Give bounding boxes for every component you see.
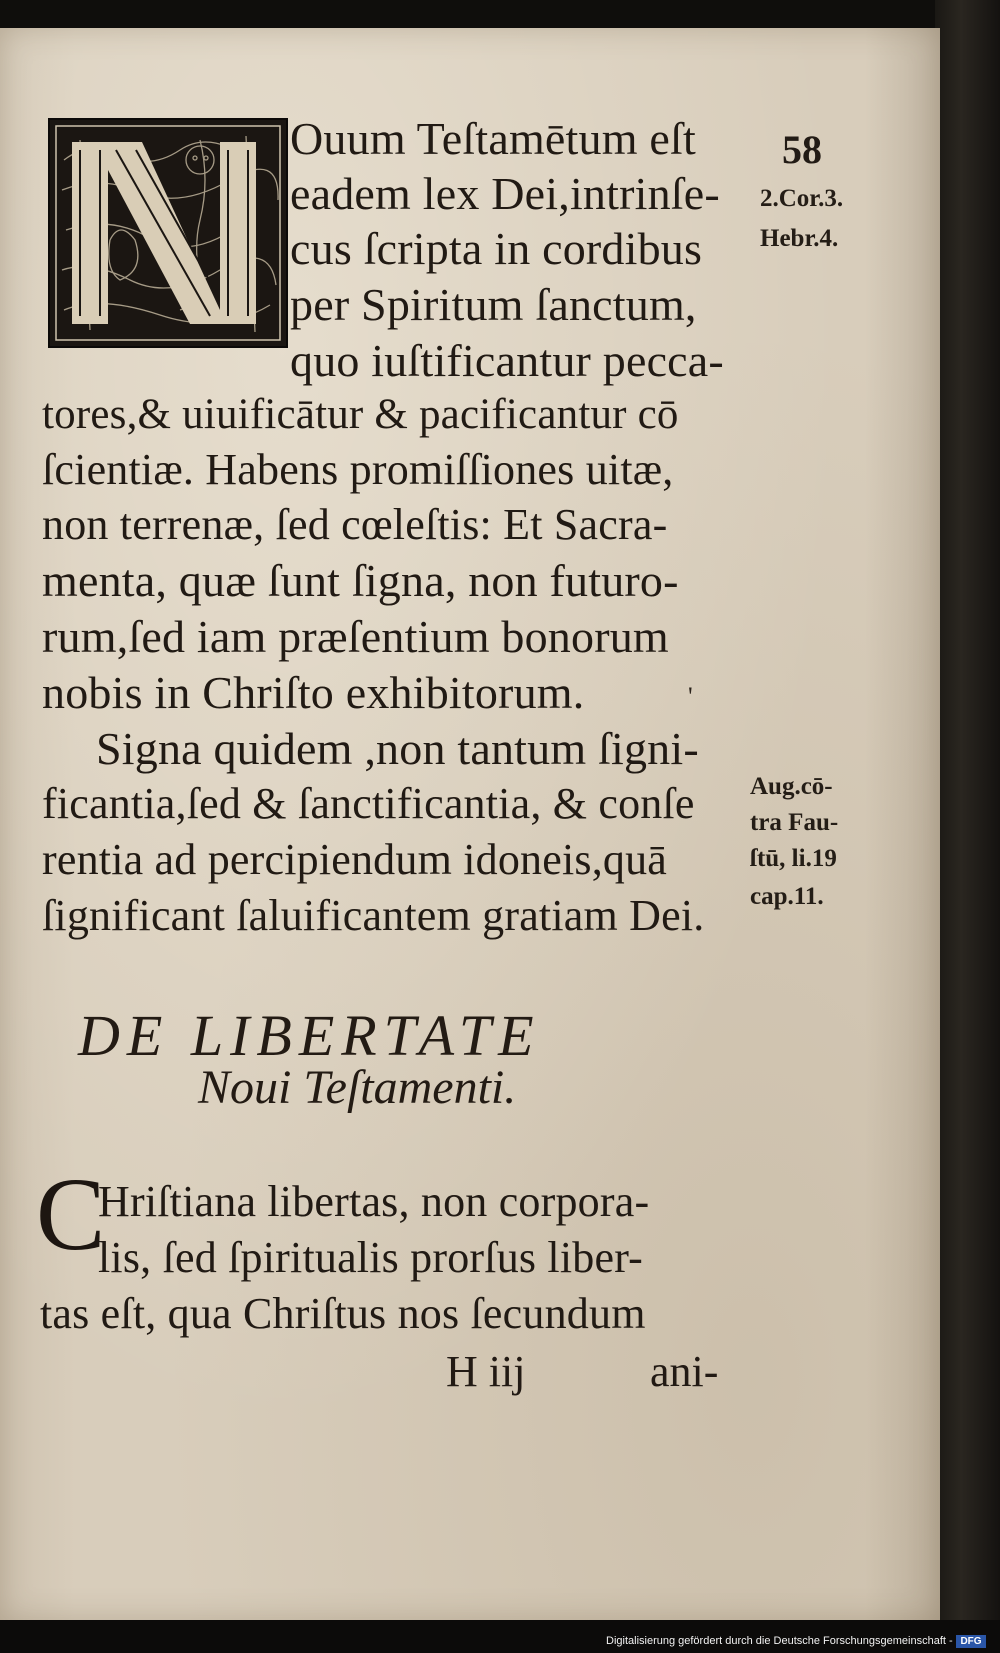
marginal-note: Aug.cō- (750, 773, 833, 800)
stray-mark: ' (688, 682, 693, 711)
text-line: tores,& uiuificātur & pacificantur cō (42, 391, 679, 438)
marginal-note: tra Fau- (750, 809, 839, 836)
section-subheading: Noui Teſtamenti. (198, 1061, 517, 1114)
text-line: Signa quidem ,non tantum ſigni- (96, 723, 699, 774)
text-line: nobis in Chriſto exhibitorum. (42, 667, 585, 718)
book-edge (935, 0, 1000, 1630)
text-line: cus ſcripta in cordibus (290, 223, 703, 274)
text-line: tas eſt, qua Chriſtus nos ſecundum (40, 1289, 646, 1338)
text-line: per Spiritum ſanctum, (290, 279, 697, 330)
digitization-credit: Digitalisierung gefördert durch die Deutsche Forschungsgemeinschaft - (606, 1635, 953, 1647)
section-initial: C (36, 1157, 106, 1272)
signature-mark: H iij (446, 1347, 526, 1396)
text-line: ſignificant ſaluificantem gratiam Dei. (42, 891, 705, 940)
decorated-initial (48, 118, 288, 348)
text-line: ſcientiæ. Habens promiſſiones uitæ, (42, 445, 674, 494)
marginal-note: 2.Cor.3. (760, 185, 844, 212)
folio-number: 58 (782, 127, 822, 172)
text-line: eadem lex Dei,intrinſe- (290, 168, 720, 219)
marginal-note: cap.11. (750, 883, 824, 910)
text-line: quo iuſtificantur pecca- (290, 335, 724, 386)
text-line: rum,ſed iam præſentium bonorum (42, 611, 669, 662)
text-line: menta, quæ ſunt ſigna, non futuro- (42, 555, 679, 606)
marginal-note: Hebr.4. (760, 225, 839, 252)
dfg-logo: DFG (956, 1635, 986, 1648)
text-line: lis, ſed ſpiritualis prorſus liber- (98, 1233, 644, 1282)
text-line: Ouum Teſtamētum eſt (290, 113, 696, 164)
text-line: Hriſtiana libertas, non corpora- (98, 1177, 650, 1226)
text-line: non terrenæ, ſed cœleſtis: Et Sacra- (42, 500, 668, 549)
text-line: ficantia,ſed & ſanctificantia, & conſe (42, 779, 695, 828)
section-heading: DE LIBERTATE (78, 1003, 541, 1068)
text-line: rentia ad percipiendum idoneis,quā (42, 835, 668, 884)
catchword: ani- (650, 1347, 719, 1396)
marginal-note: ſtū, li.19 (750, 845, 837, 872)
